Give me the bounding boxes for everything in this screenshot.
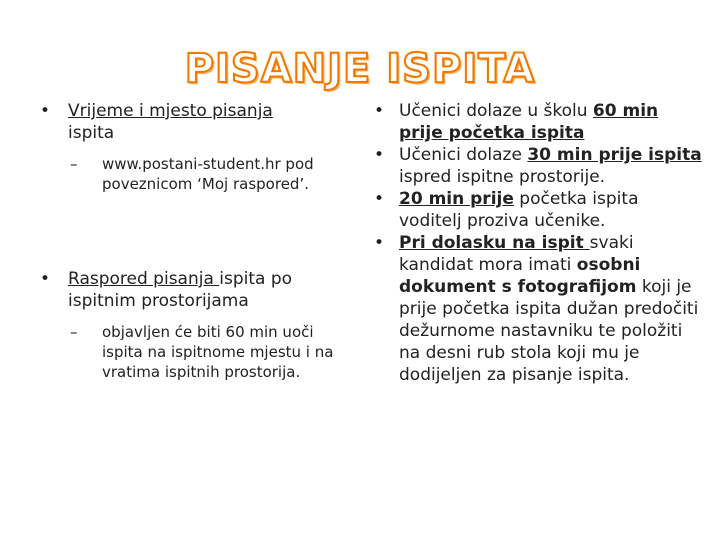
bullet: • — [373, 233, 385, 253]
bullet: • — [39, 101, 51, 121]
list-item-exam-time-place — [30, 100, 350, 144]
item-heading: Vrijeme i mjesto pisanja — [68, 101, 273, 121]
item-emphasis: 60 min prije početka ispita — [399, 101, 659, 143]
item-text: ispita — [68, 123, 115, 143]
list-item-arrive-room — [365, 144, 705, 188]
list-item-arrive-school — [365, 100, 705, 144]
sub-item-text: objavljen će biti 60 min uoči ispita na ispitnome mjestu i na vratima ispitnih prostorija. — [102, 323, 334, 381]
item-text-rest: početka ispita voditelj proziva učenike. — [399, 189, 639, 231]
item-text: ispita po ispitnim prostorijama — [68, 269, 293, 311]
list-item-id-document — [365, 232, 705, 386]
sub-item-text: www.postani-student.hr pod poveznicom ‘Moj raspored’. — [102, 155, 314, 193]
dash: – — [70, 323, 78, 341]
item-emphasis: 20 min prije — [399, 189, 514, 209]
bullet: • — [373, 189, 385, 209]
item-text: Učenici dolaze — [399, 145, 528, 165]
item-text: svaki kandidat mora imati — [399, 233, 634, 275]
left-column — [30, 100, 350, 382]
bullet: • — [39, 269, 51, 289]
item-heading: Raspored pisanja — [68, 269, 220, 289]
list-item-roll-call — [365, 188, 705, 232]
item-emphasis: Pri dolasku na ispit — [399, 233, 590, 253]
slide-title: PISANJE ISPITA — [184, 46, 536, 92]
item-text: Učenici dolaze u školu — [399, 101, 593, 121]
item-bold: osobni dokument s fotografijom — [399, 255, 641, 297]
item-text-rest: ispred ispitne prostorije. — [399, 167, 606, 187]
right-column — [365, 100, 705, 386]
item-text-rest: koji je prije početka ispita dužan predočiti dežurnome nastavniku te položiti na desni rub stola koji mu je dodijeljen za pisanje ispita. — [399, 277, 699, 385]
bullet: • — [373, 145, 385, 165]
sub-item-website — [30, 154, 350, 194]
sub-item-publication — [30, 322, 350, 382]
bullet: • — [373, 101, 385, 121]
list-item-exam-schedule — [30, 268, 350, 312]
item-emphasis: 30 min prije ispita — [527, 145, 702, 165]
dash: – — [70, 155, 78, 173]
